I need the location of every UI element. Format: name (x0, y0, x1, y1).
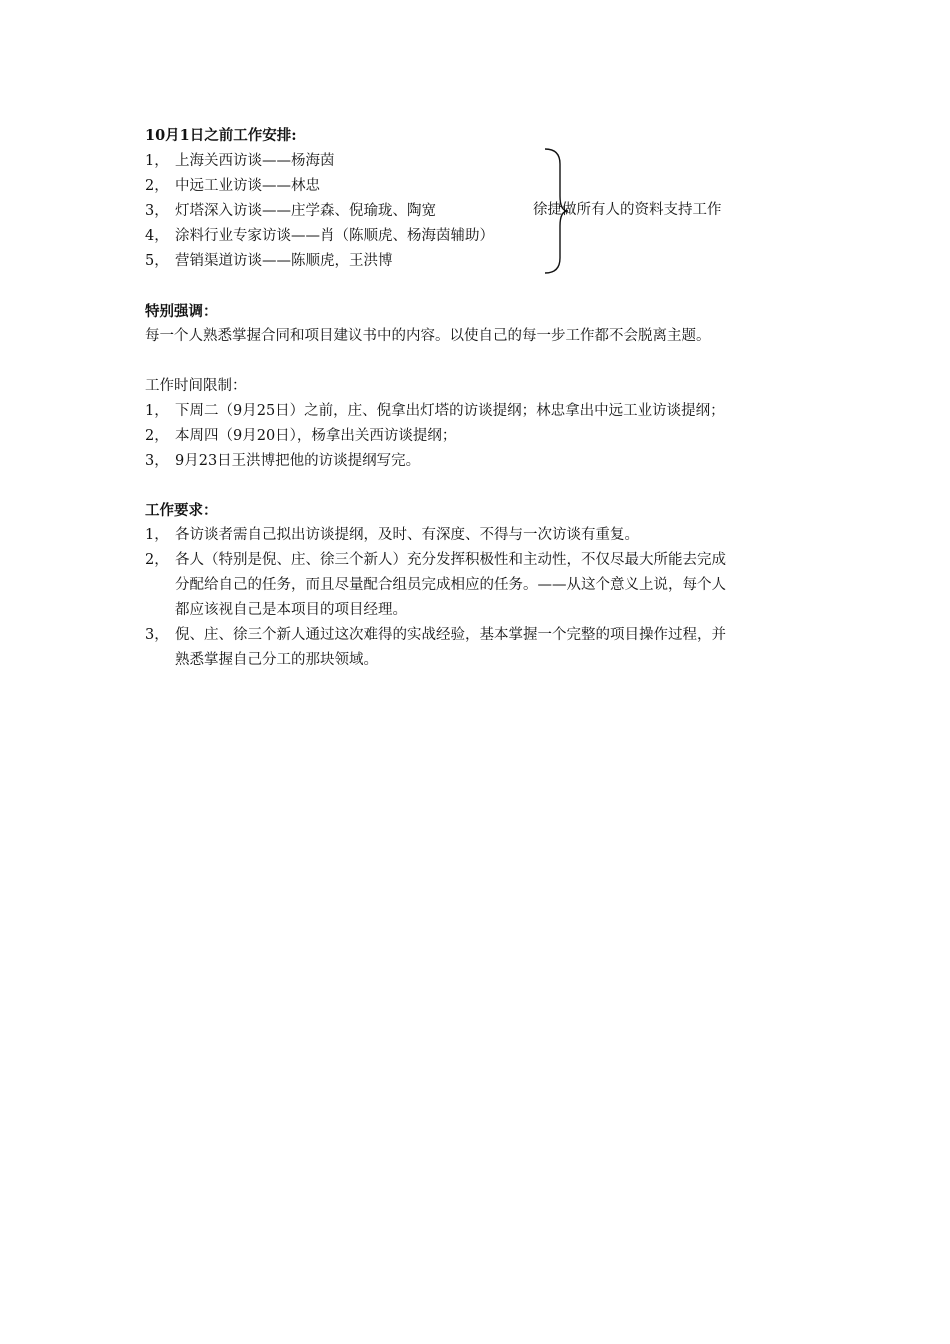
item-text-continued: 熟悉掌握自己分工的那块领域。 (175, 652, 378, 668)
emphasis-body: 每一个人熟悉掌握合同和项目建议书中的内容。以使自己的每一步工作都不会脱离主题。 (145, 328, 711, 344)
item-text: 营销渠道访谈——陈顺虎，王洪博 (175, 253, 393, 269)
item-text: 9月23日王洪博把他的访谈提纲写完。 (175, 453, 421, 469)
item-number: 2， (145, 552, 169, 568)
item-text: 下周二（9月25日）之前，庄、倪拿出灯塔的访谈提纲；林忠拿出中远工业访谈提纲； (175, 403, 725, 419)
item-text: 各人（特别是倪、庄、徐三个新人）充分发挥积极性和主动性，不仅尽最大所能去完成 (175, 552, 726, 568)
brace-note: 徐捷做所有人的资料支持工作 (533, 202, 722, 218)
emphasis-heading: 特别强调： (145, 303, 218, 320)
time-limits-heading: 工作时间限制： (145, 378, 247, 394)
item-text: 涂料行业专家访谈——肖（陈顺虎、杨海茵辅助） (175, 228, 494, 244)
item-text: 灯塔深入访谈——庄学森、倪瑜珑、陶宽 (175, 203, 436, 219)
item-text-continued: 分配给自己的任务，而且尽量配合组员完成相应的任务。——从这个意义上说，每个人 (175, 577, 726, 593)
item-number: 1， (145, 527, 169, 543)
item-number: 3， (145, 627, 169, 643)
schedule-heading: 10月1日之前工作安排: (145, 127, 297, 144)
item-number: 3， (145, 453, 169, 469)
item-number: 3， (145, 203, 169, 219)
item-number: 2， (145, 428, 169, 444)
item-number: 1， (145, 403, 169, 419)
item-number: 5， (145, 253, 169, 269)
item-number: 4， (145, 228, 169, 244)
item-text: 本周四（9月20日），杨拿出关西访谈提纲； (175, 428, 457, 444)
requirements-heading: 工作要求： (145, 502, 218, 519)
item-text-continued: 都应该视自己是本项目的项目经理。 (175, 602, 407, 618)
item-number: 1， (145, 153, 169, 169)
item-number: 2， (145, 178, 169, 194)
item-text: 倪、庄、徐三个新人通过这次难得的实战经验，基本掌握一个完整的项目操作过程，并 (175, 627, 726, 643)
item-text: 中远工业访谈——林忠 (175, 178, 320, 194)
item-text: 上海关西访谈——杨海茵 (175, 153, 335, 169)
item-text: 各访谈者需自己拟出访谈提纲，及时、有深度、不得与一次访谈有重复。 (175, 527, 639, 543)
